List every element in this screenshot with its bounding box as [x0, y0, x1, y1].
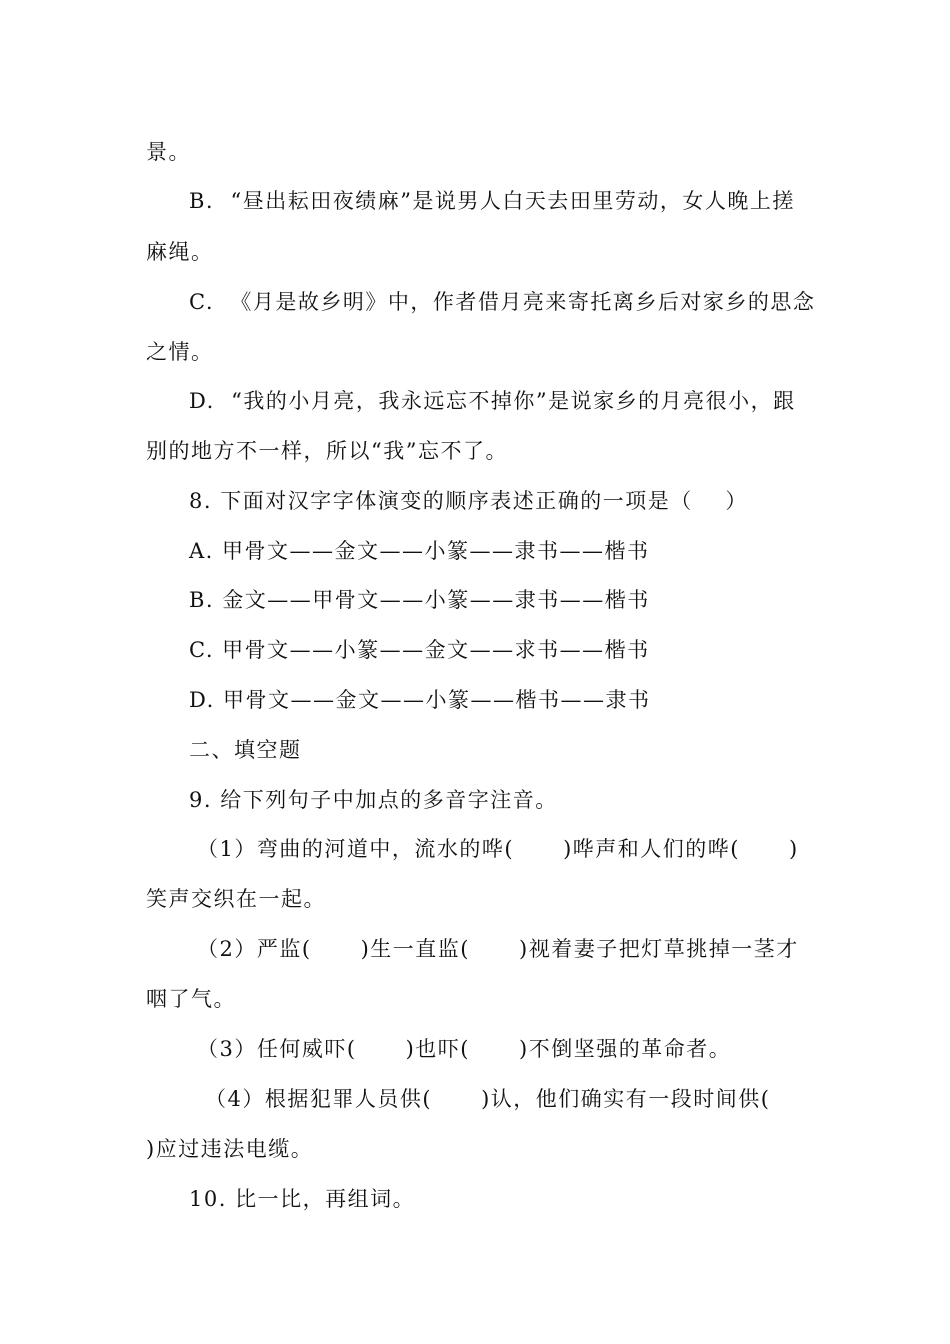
q9-item-2-continuation: 咽了气。	[146, 987, 236, 1011]
q8-option-c: C. 甲骨文——小篆——金文——求书——楷书	[189, 638, 650, 662]
q10-stem: 10. 比一比，再组词。	[189, 1187, 416, 1211]
q8-option-a: A. 甲骨文——金文——小篆——隶书——楷书	[189, 539, 650, 563]
q9-item-2: （2）严监( )生一直监( )视着妻子把灯草挑掉一茎才	[197, 937, 799, 961]
q9-item-3: （3）任何威吓( )也吓( )不倒坚强的革命者。	[197, 1037, 732, 1061]
q7-option-b-continuation: 麻绳。	[146, 240, 214, 264]
q9-stem: 9. 给下列句子中加点的多音字注音。	[189, 788, 558, 812]
q8-stem: 8. 下面对汉字字体演变的顺序表述正确的一项是（ ）	[189, 489, 748, 513]
q7-option-d: D. “我的小月亮，我永远忘不掉你”是说家乡的月亮很小，跟	[189, 389, 796, 413]
q9-item-1-continuation: 笑声交织在一起。	[146, 887, 326, 911]
q8-option-d: D. 甲骨文——金文——小篆——楷书——隶书	[189, 688, 651, 712]
q8-option-b: B. 金文——甲骨文——小篆——隶书——楷书	[189, 588, 650, 612]
section-heading: 二、填空题	[189, 738, 302, 762]
q9-item-4-continuation: )应过违法电缆。	[146, 1137, 314, 1161]
q7-option-d-continuation: 别的地方不一样，所以“我”忘不了。	[146, 439, 508, 463]
q7-option-c-continuation: 之情。	[146, 340, 214, 364]
q9-item-1: （1）弯曲的河道中，流水的哗( )哗声和人们的哗( )	[197, 837, 799, 861]
q9-item-4: （4）根据犯罪人员供( )认，他们确实有一段时间供(	[205, 1087, 771, 1111]
q7-option-b: B. “昼出耘田夜绩麻”是说男人白天去田里劳动，女人晚上搓	[189, 189, 795, 213]
q7-option-c: C. 《月是故乡明》中，作者借月亮来寄托离乡后对家乡的思念	[189, 290, 816, 314]
q7-option-a-continuation: 景。	[146, 140, 191, 164]
